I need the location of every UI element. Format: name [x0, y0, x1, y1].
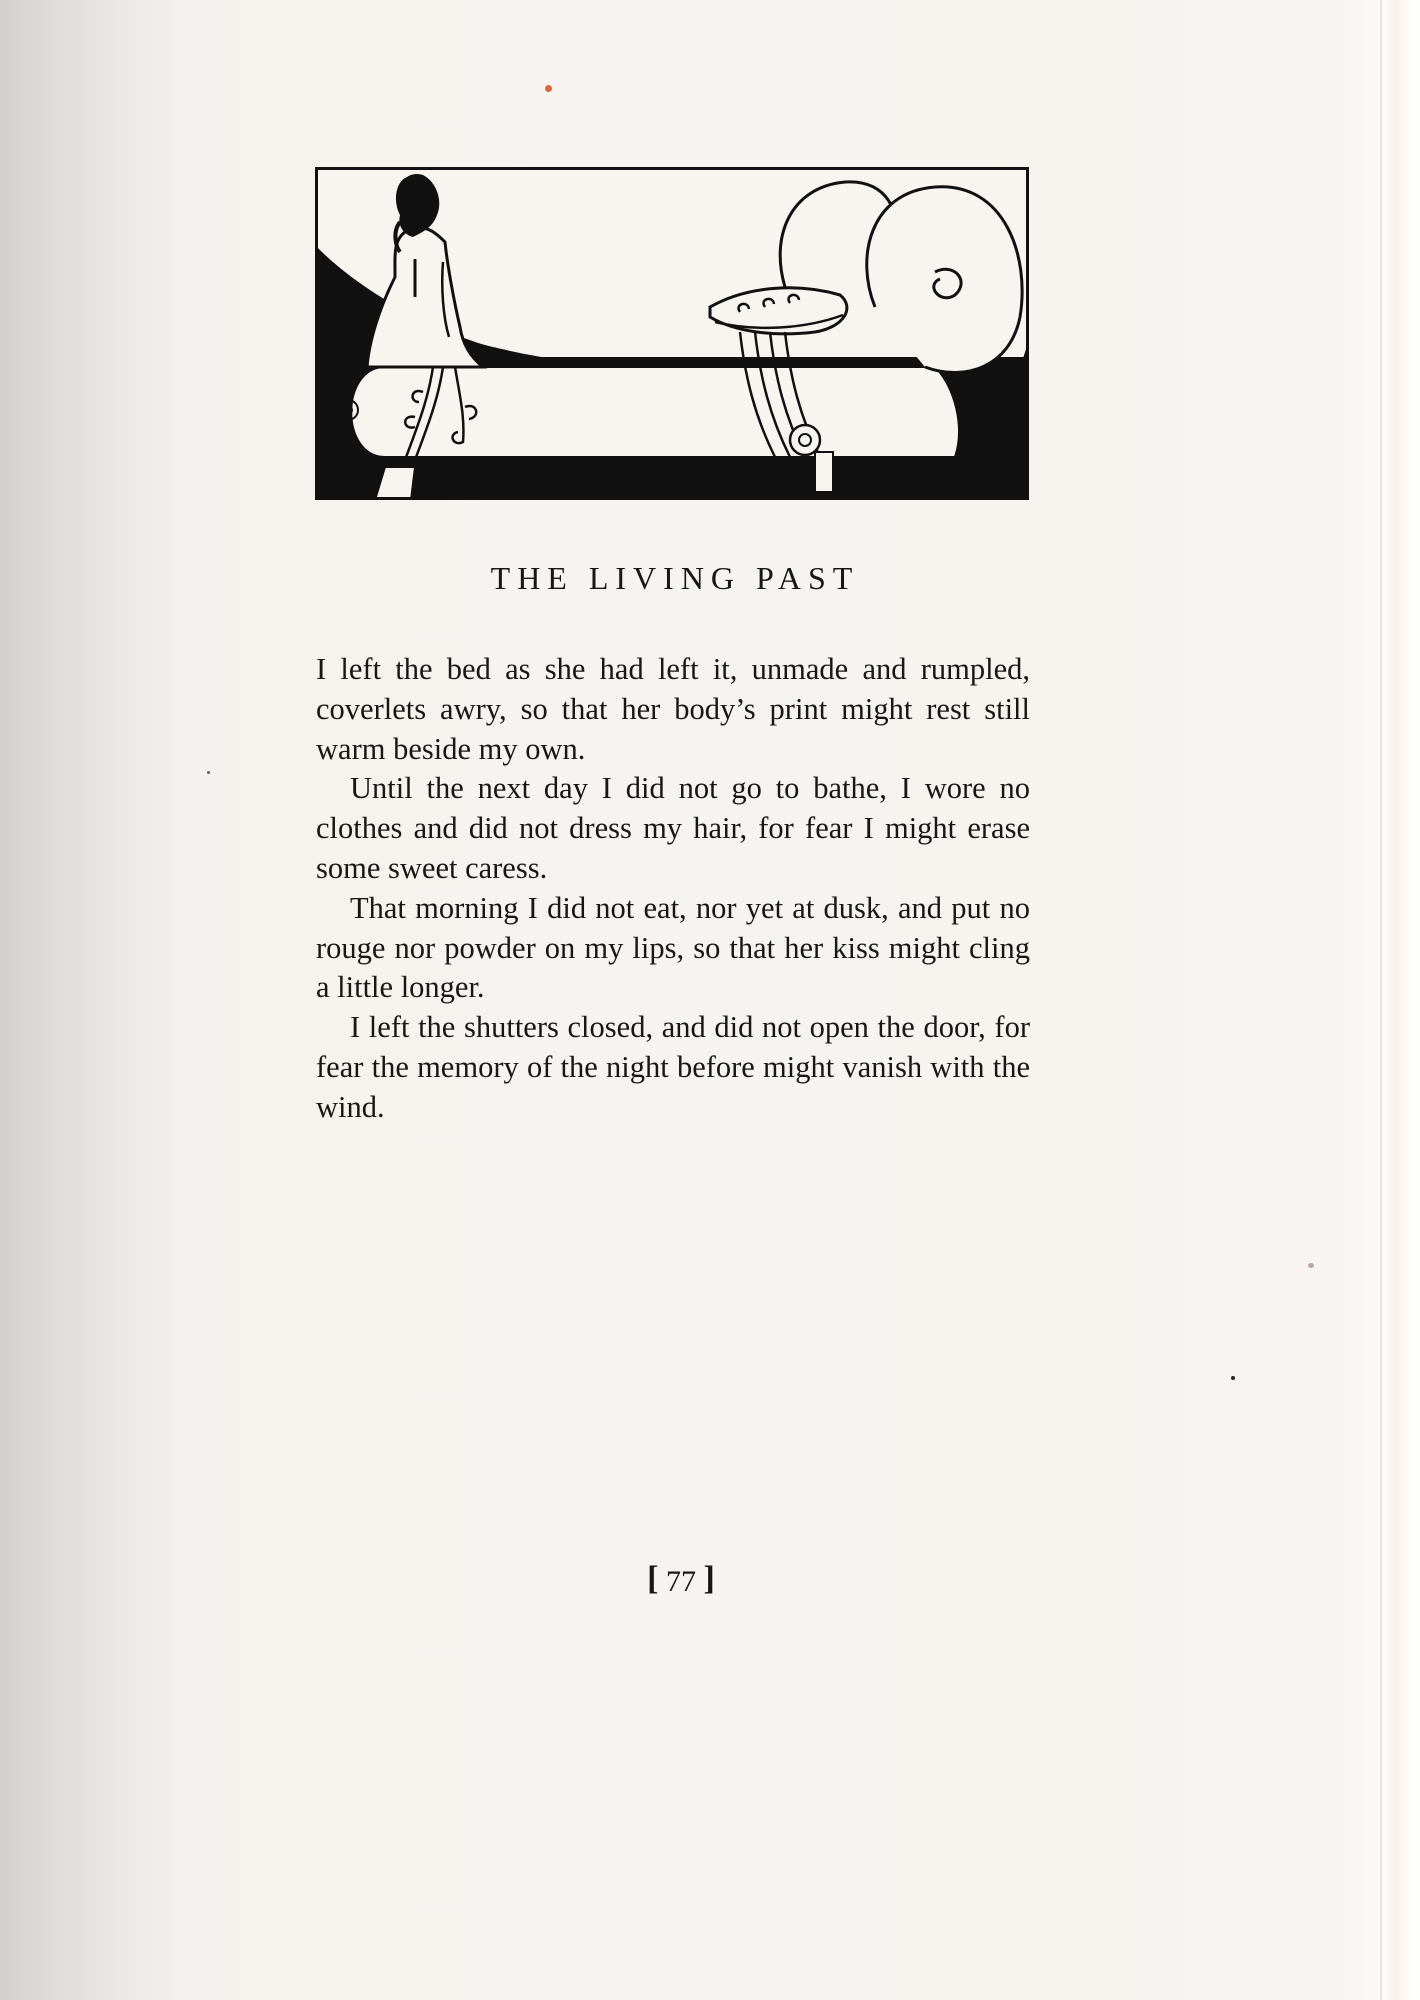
right-bracket: ]: [703, 1560, 715, 1597]
paper-speck: [545, 85, 552, 92]
page-number: [0, 1562, 1362, 1600]
paper-speck: [207, 771, 210, 774]
chaise-longue-illustration: [315, 167, 1029, 500]
paper-speck: [1231, 1376, 1235, 1380]
left-bracket: [: [647, 1560, 659, 1597]
poem-title: THE LIVING PAST: [490, 560, 860, 596]
paragraph: I left the bed as she had left it, unmade and rumpled, coverlets awry, so that her body’s print might rest still warm beside my own.: [316, 652, 1030, 766]
poem-body: [316, 650, 1030, 1128]
page-edge: [1380, 0, 1382, 2000]
page-number-value: 77: [666, 1565, 696, 1598]
paragraph: I left the shutters closed, and did not open the door, for fear the memory of the night before might vanish with the wind.: [316, 1010, 1030, 1124]
paragraph: Until the next day I did not go to bathe, I wore no clothes and did not dress my hair, for fear I might erase some sweet caress.: [316, 771, 1030, 885]
paragraph: That morning I did not eat, nor yet at dusk, and put no rouge nor powder on my lips, so that her kiss might cling a little longer.: [316, 890, 1030, 1005]
paper-speck: [1308, 1263, 1314, 1268]
